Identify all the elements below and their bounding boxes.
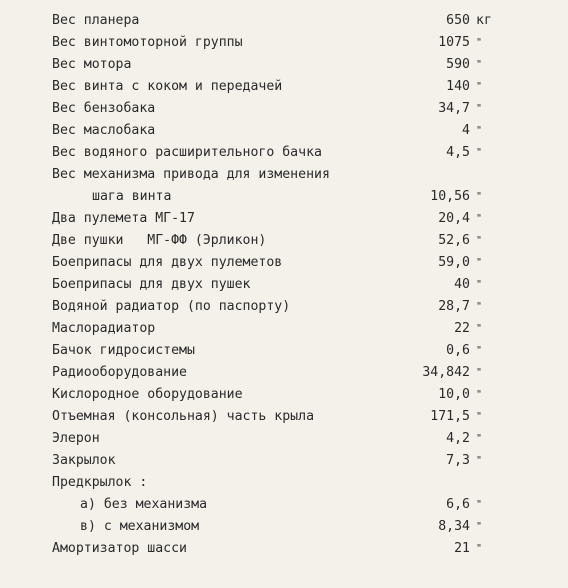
row-value: 20,4	[438, 211, 470, 226]
row-value: 7,3	[446, 453, 470, 468]
row-label: в) с механизмом	[80, 519, 200, 534]
row-value: 590	[446, 57, 470, 72]
row-label: Вес водяного расширительного бачка	[52, 145, 322, 160]
row-value: 10,56	[430, 189, 470, 204]
row-value: 52,6	[438, 233, 470, 248]
ditto-mark: "	[476, 103, 483, 114]
row-value: 4,5	[446, 145, 470, 160]
table-row	[0, 516, 568, 538]
table-row	[0, 274, 568, 296]
ditto-mark: "	[476, 301, 483, 312]
row-label: Предкрылок :	[52, 475, 148, 490]
row-value: 0,6	[446, 343, 470, 358]
row-label: Закрылок	[52, 453, 116, 468]
row-label: Вес механизма привода для изменения	[52, 167, 330, 182]
ditto-mark: "	[476, 37, 483, 48]
ditto-mark: "	[476, 213, 483, 224]
row-label: Амортизатор шасси	[52, 541, 187, 556]
table-row	[0, 32, 568, 54]
row-value: 650	[446, 13, 470, 28]
row-value: 34,7	[438, 101, 470, 116]
ditto-mark: "	[476, 345, 483, 356]
row-label: Вес бензобака	[52, 101, 156, 116]
table-row	[0, 384, 568, 406]
table-row	[0, 538, 568, 560]
table-row	[0, 472, 568, 494]
row-label: Бачок гидросистемы	[52, 343, 195, 358]
ditto-mark: "	[476, 279, 483, 290]
row-label: Два пулемета МГ-17	[52, 211, 195, 226]
table-row	[0, 296, 568, 318]
ditto-mark: "	[476, 235, 483, 246]
row-label: Боеприпасы для двух пулеметов	[52, 255, 283, 270]
row-value: 171,5	[430, 409, 470, 424]
row-label: Вес мотора	[52, 57, 132, 72]
ditto-mark: "	[476, 323, 483, 334]
table-row	[0, 186, 568, 208]
ditto-mark: "	[476, 191, 483, 202]
row-value: 4,2	[446, 431, 470, 446]
table-row	[0, 362, 568, 384]
ditto-mark: "	[476, 367, 483, 378]
table-row	[0, 98, 568, 120]
ditto-mark: "	[476, 499, 483, 510]
ditto-mark: "	[476, 455, 483, 466]
row-label: Водяной радиатор (по паспорту)	[52, 299, 291, 314]
table-row	[0, 340, 568, 362]
table-row	[0, 230, 568, 252]
ditto-mark: "	[476, 543, 483, 554]
row-value: 10,0	[438, 387, 470, 402]
table-row	[0, 406, 568, 428]
row-label: Элерон	[52, 431, 100, 446]
row-label: шага винта	[92, 189, 172, 204]
ditto-mark: "	[476, 521, 483, 532]
row-value: 8,34	[438, 519, 470, 534]
row-value: 21	[454, 541, 470, 556]
row-value: 59,0	[438, 255, 470, 270]
table-row	[0, 120, 568, 142]
table-row	[0, 54, 568, 76]
ditto-mark: "	[476, 81, 483, 92]
table-row	[0, 164, 568, 186]
ditto-mark: "	[476, 433, 483, 444]
row-label: Радиооборудование	[52, 365, 187, 380]
row-value: 40	[454, 277, 470, 292]
row-label: Две пушки МГ-ФФ (Эрликон)	[52, 233, 267, 248]
table-row	[0, 208, 568, 230]
ditto-mark: "	[476, 147, 483, 158]
table-row	[0, 10, 568, 32]
row-label: Вес винта с коком и передачей	[52, 79, 283, 94]
row-label: Вес планера	[52, 13, 140, 28]
row-label: а) без механизма	[80, 497, 208, 512]
row-label: Боеприпасы для двух пушек	[52, 277, 251, 292]
table-row	[0, 142, 568, 164]
table-row	[0, 494, 568, 516]
table-row	[0, 318, 568, 340]
row-value: 1075	[438, 35, 470, 50]
table-row	[0, 76, 568, 98]
row-value: 140	[446, 79, 470, 94]
row-value: 34,842	[422, 365, 470, 380]
row-value: 6,6	[446, 497, 470, 512]
table-row	[0, 450, 568, 472]
row-label: Вес винтомоторной группы	[52, 35, 243, 50]
table-row	[0, 252, 568, 274]
row-value: 28,7	[438, 299, 470, 314]
row-label: Кислородное оборудование	[52, 387, 243, 402]
row-value: 4	[462, 123, 470, 138]
ditto-mark: "	[476, 389, 483, 400]
ditto-mark: "	[476, 59, 483, 70]
row-label: Отъемная (консольная) часть крыла	[52, 409, 315, 424]
row-label: Маслорадиатор	[52, 321, 156, 336]
ditto-mark: "	[476, 411, 483, 422]
ditto-mark: "	[476, 125, 483, 136]
table-row	[0, 428, 568, 450]
row-unit: кг	[476, 13, 492, 28]
ditto-mark: "	[476, 257, 483, 268]
row-value: 22	[454, 321, 470, 336]
row-label: Вес маслобака	[52, 123, 156, 138]
